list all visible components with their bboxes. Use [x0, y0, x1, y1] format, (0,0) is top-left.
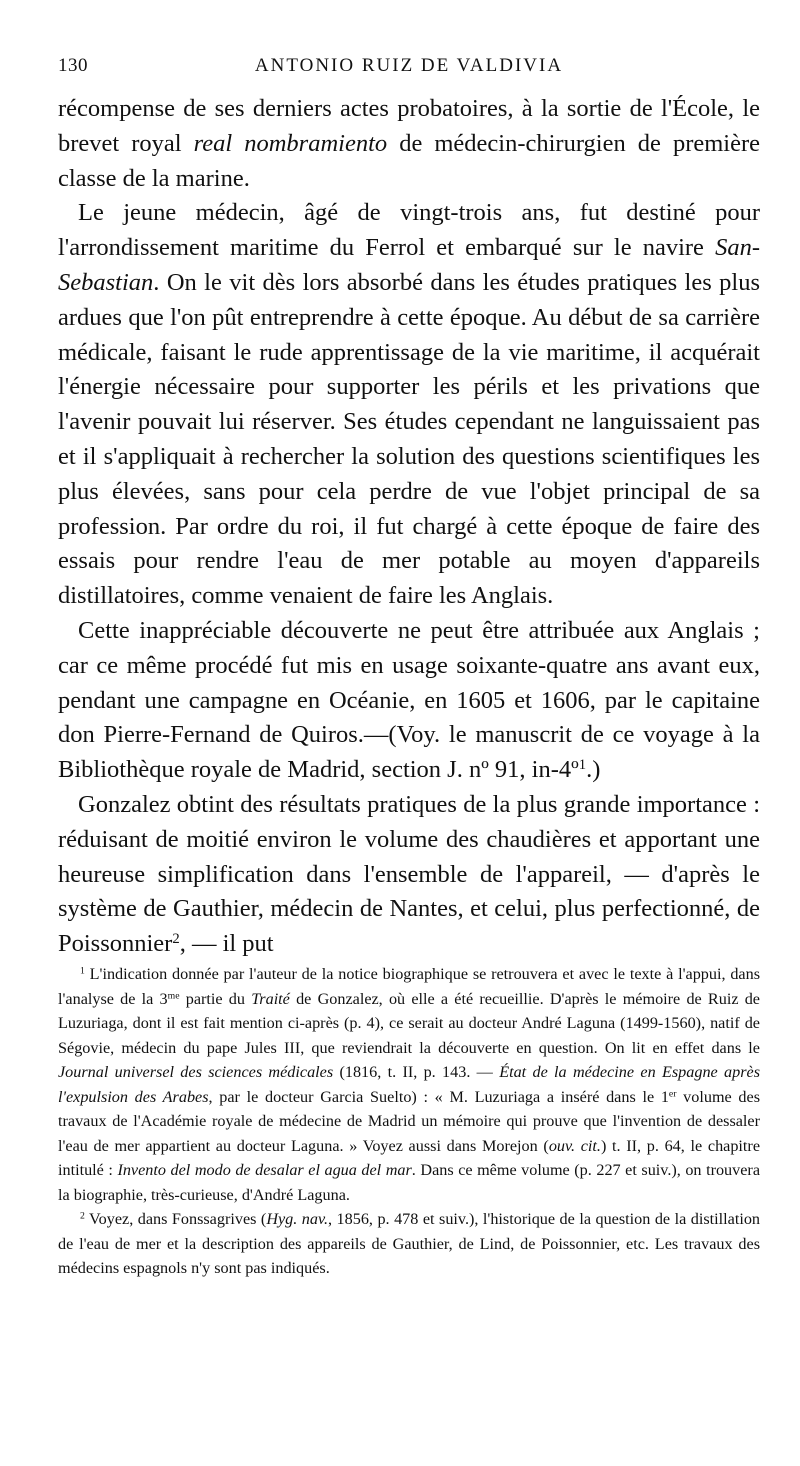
paragraph-1: récompense de ses derniers actes probatoires, à la sortie de l'École, le brevet royal real nombramiento de médecin-chirurgien de première classe de la marine. [58, 95, 761, 192]
paragraph-2: Le jeune médecin, âgé de vingt-trois ans, fut destiné pour l'arrondissement maritime du Ferrol et embarqué sur le navire San-Sebastian. On le vit dès lors absorbé dans les études pratiques les plus ardues que l'on pût entreprendre à cette époque. Au début de sa carrière médicale, faisant le rude apprentissage de la vie maritime, il acquérait l'énergie nécessaire pour supporter les périls et les privations que l'avenir pouvait lui réserver. Ses études cependant ne languissaient pas et il s'appliquait à rechercher la solution des questions scientifiques les plus élevées, sans pour cela perdre de vue l'objet principal de sa profession. Par ordre du roi, il fut chargé à cette époque de faire des essais pour rendre l'eau de mer potable au moyen d'appareils distillatoires, comme venaient de faire les Anglais. [58, 199, 760, 610]
footnote-1: $^1$ L'indication donnée par l'auteur de la notice biographique se retrouvera et avec le texte à l'appui, dans l'analyse de la $3^{me}$ partie du Traité de Gonzalez, où elle a été recueillie. D'après le mémoire de Ruiz de Luzuriaga, dont il est fait mention ci-après (p. 4), ce serait au docteur André Laguna (1499-1560), natif de Ségovie, médecin du pape Jules III, que reviendrait la découverte en question. On lit en effet dans le Journal universel des sciences médicales (1816, t. II, p. 143. — État de la médecine en Espagne après l'expulsion des Arabes, par le docteur Garcia Suelto) : « M. Luzuriaga a inséré dans le 1er volume des travaux de l'Académie royale de médecine de Madrid un mémoire qui prouve que l'invention de dessaler l'eau de mer appartient au docteur Laguna. » Voyez aussi dans Morejon (ouv. cit.) t. II, p. 64, le chapitre intitulé : Invento del modo de desalar el agua del mar. Dans ce même volume (p. 227 et suiv.), on trouvera la biographie, très-curieuse, d'André Laguna. [58, 965, 761, 1204]
footnote-mark-1: 1 [80, 965, 85, 977]
running-title: ANTONIO RUIZ DE VALDIVIA [254, 55, 564, 76]
main-text [58, 92, 760, 962]
paragraph-4: Gonzalez obtint des résultats pratiques de la plus grande importance : réduisant de moitié environ le volume des chaudières et apportant une heureuse simplification dans l'ensemble de l'appareil, — d'après le système de Gauthier, médecin de Nantes, et celui, plus perfectionné, de Poissonnier$^2$, — il put [58, 790, 760, 958]
paragraph-3: Cette inappréciable découverte ne peut être attribuée aux Anglais ; car ce même procédé fut mis en usage soixante-quatre ans avant eux, pendant une campagne en Océanie, en 1605 et 1606, par le capitaine don Pierre-Fernand de Quiros.—(Voy. le manuscrit de ce voyage à la Bibliothèque royale de Madrid, section J. nº 91, in-4º$^1$.) [58, 616, 760, 784]
footnote-2: $^2$ Voyez, dans Fonssagrives (Hyg. nav., 1856, p. 478 et suiv.), l'historique de la question de la distillation de l'eau de mer et la description des appareils de Gauthier, de Lind, de Poissonnier, etc. Les travaux des médecins espagnols n'y sont pas indiqués. [58, 1210, 761, 1277]
footnote-ref-1: 1 [578, 757, 587, 774]
footnote-mark-2: 2 [80, 1210, 85, 1222]
running-header [58, 55, 760, 85]
page-number: 130 [58, 55, 88, 76]
footnotes [58, 962, 760, 1281]
footnote-ref-2: 2 [172, 931, 180, 948]
